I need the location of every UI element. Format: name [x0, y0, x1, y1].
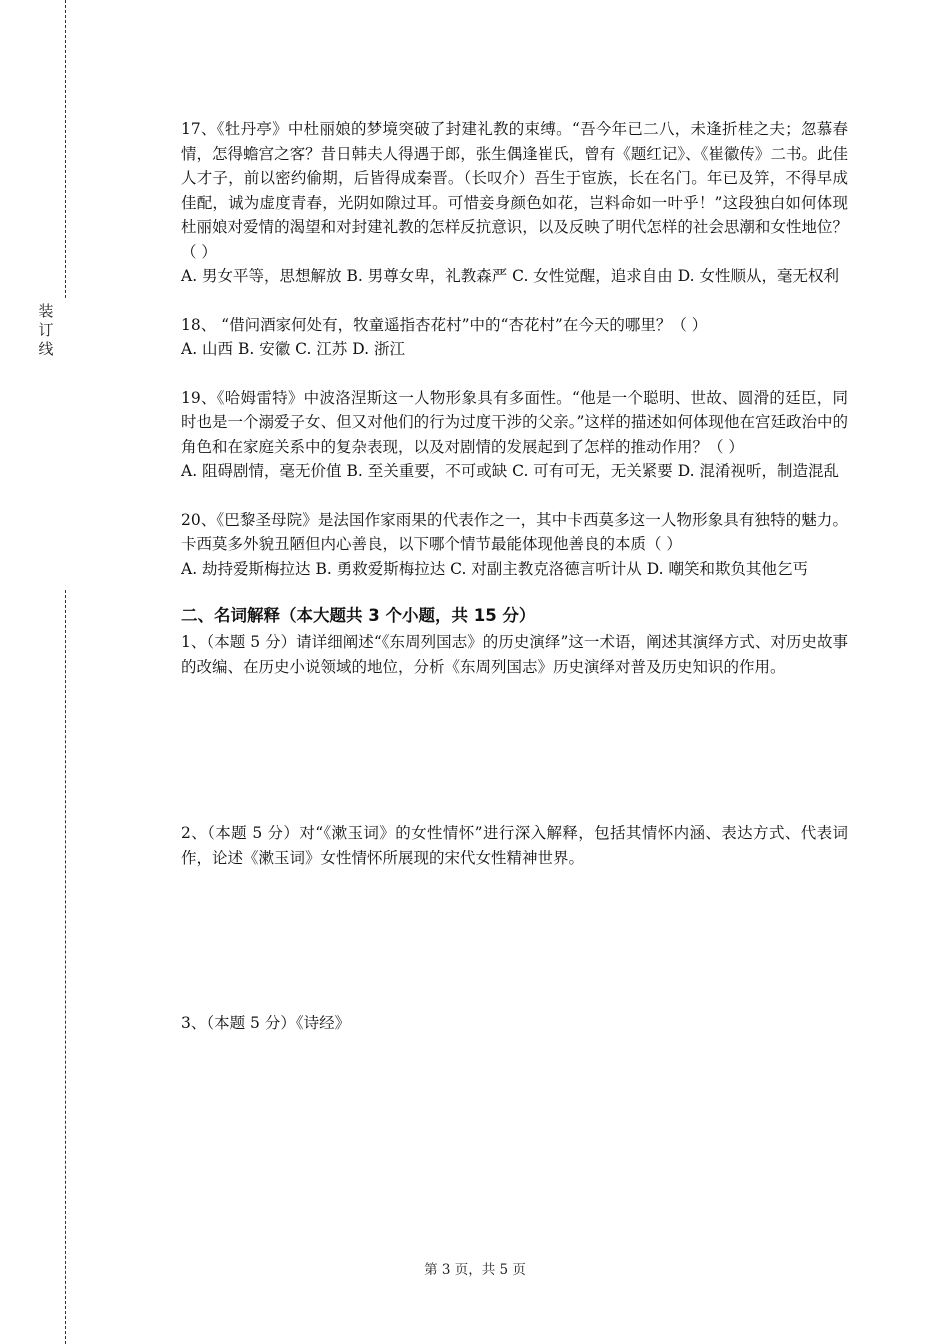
- question-options: A. 劫持爱斯梅拉达 B. 勇救爱斯梅拉达 C. 对副主教克洛德言听计从 D. 嘲笑和欺负其他乞丐: [181, 559, 808, 578]
- binding-line-label: [37, 302, 55, 359]
- term-question-3: 3、（本题 5 分）《诗经》: [181, 1014, 351, 1032]
- binding-label-char: 订: [38, 321, 54, 339]
- question-19: [181, 386, 848, 484]
- question-stem: 18、 “借问酒家何处有，牧童遥指杏花村”中的“杏花村”在今天的哪里？（ ）: [181, 315, 708, 334]
- question-options: A. 山西 B. 安徽 C. 江苏 D. 浙江: [181, 340, 405, 358]
- question-stem: 17、《牡丹亭》中杜丽娘的梦境突破了封建礼教的束缚。“吾今年已二八，未逢折桂之夫；忽慕春情，怎得蟾宫之客？昔日韩夫人得遇于郎，张生偶逢崔氏，曾有《题红记》、《崔徽传》二书。此佳人才子，前以密约偷期，后皆得成秦晋。（长叹介）吾生于宦族，长在名门。年已及笄，不得早成佳配，诚为虚度青春，光阴如隙过耳。可惜妾身颜色如花，岂料命如一叶乎！”这段独白如何体现杜丽娘对爱情的渴望和对封建礼教的怎样反抗意识，以及反映了明代怎样的社会思潮和女性地位？（ ）: [181, 120, 848, 261]
- question-options: A. 男女平等，思想解放 B. 男尊女卑，礼教森严 C. 女性觉醒，追求自由 D. 女性顺从，毫无权利: [181, 267, 839, 285]
- question-stem: 20、《巴黎圣母院》是法国作家雨果的代表作之一，其中卡西莫多这一人物形象具有独特的魅力。卡西莫多外貌丑陋但内心善良，以下哪个情节最能体现他善良的本质（ ）: [181, 510, 848, 553]
- binding-dashed-line-top: [65, 0, 66, 298]
- page-number: 第 3 页，共 5 页: [424, 1262, 526, 1278]
- question-20: [181, 508, 848, 582]
- question-options: A. 阻碍剧情，毫无价值 B. 至关重要，不可或缺 C. 可有可无，无关紧要 D. 混淆视听，制造混乱: [181, 462, 839, 480]
- binding-label-char: 装: [38, 302, 54, 320]
- term-question-1: 1、（本题 5 分）请详细阐述“《东周列国志》的历史演绎”这一术语，阐述其演绎方式、对历史故事的改编、在历史小说领域的地位，分析《东周列国志》历史演绎对普及历史知识的作用。: [181, 633, 848, 676]
- section-title: 二、名词解释（本大题共 3 个小题，共 15 分）: [181, 606, 536, 625]
- question-stem: 19、《哈姆雷特》中波洛涅斯这一人物形象具有多面性。“他是一个聪明、世故、圆滑的廷臣，同时也是一个溺爱子女、但又对他们的行为过度干涉的父亲。”这样的描述如何体现他在宫廷政治中的角色和在家庭关系中的复杂表现，以及对剧情的发展起到了怎样的推动作用？（ ）: [181, 388, 848, 456]
- question-18: [181, 313, 848, 362]
- binding-dashed-line-bottom: [65, 590, 66, 1344]
- exam-content: [181, 117, 848, 1036]
- question-17: [181, 117, 848, 289]
- term-question-2: 2、（本题 5 分）对“《漱玉词》的女性情怀”进行深入解释，包括其情怀内涵、表达方式、代表词作，论述《漱玉词》女性情怀所展现的宋代女性精神世界。: [181, 824, 848, 867]
- binding-label-char: 线: [38, 340, 54, 358]
